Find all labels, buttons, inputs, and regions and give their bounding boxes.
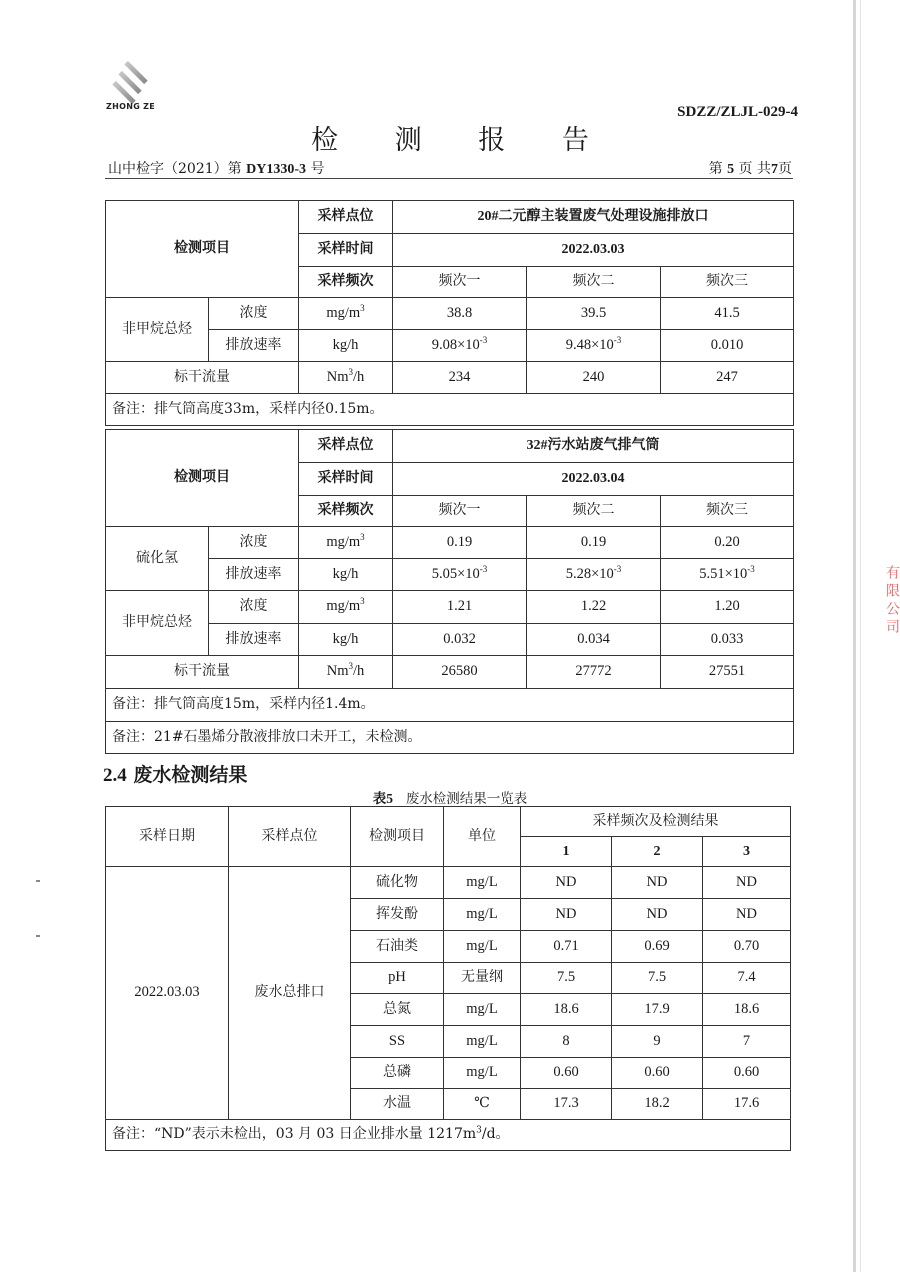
time-value: 2022.03.04: [393, 463, 794, 496]
value-cell: 0.19: [393, 527, 527, 559]
value-cell: 27551: [661, 656, 794, 689]
freq-header: 频次二: [527, 496, 661, 527]
param-label: 浓度: [209, 298, 299, 330]
value-cell: 234: [393, 362, 527, 394]
freq-header: 频次三: [661, 496, 794, 527]
table-note: 备注：排气筒高度15m，采样内径1.4m。: [106, 689, 794, 722]
value-cell: 17.3: [521, 1089, 612, 1120]
table-row: [106, 867, 791, 899]
unit: Nm$^3$/h: [299, 656, 393, 689]
exhaust-table-20: [105, 200, 794, 426]
header-freq: 3: [703, 837, 791, 867]
value-cell: $5.51\times 10^{-3}$: [661, 559, 794, 591]
value-cell: 1.20: [661, 591, 794, 624]
value-cell: 7.4: [703, 963, 791, 994]
value-cell: 0.60: [521, 1058, 612, 1089]
param-label: 浓度: [209, 591, 299, 624]
header-item: 检测项目: [351, 807, 444, 867]
value-cell: 0.60: [612, 1058, 703, 1089]
time-label: 采样时间: [299, 234, 393, 267]
value-cell: 17.9: [612, 994, 703, 1026]
unit-cell: mg/L: [444, 867, 521, 899]
flow-label: 标干流量: [106, 656, 299, 689]
item-cell: pH: [351, 963, 444, 994]
value-cell: ND: [703, 899, 791, 931]
point-label: 采样点位: [299, 430, 393, 463]
binding-line: [860, 0, 861, 1272]
header-point: 采样点位: [229, 807, 351, 867]
item-cell: 总磷: [351, 1058, 444, 1089]
table-caption: 表5 废水检测结果一览表: [372, 791, 528, 807]
header-freq: 2: [612, 837, 703, 867]
unit: $mg/m^3$: [299, 591, 393, 624]
value-cell: 0.033: [661, 624, 794, 656]
value-cell: 0.20: [661, 527, 794, 559]
value-cell: 247: [661, 362, 794, 394]
header-divider: [105, 178, 793, 179]
page-indicator: 第 5 页 共7页: [708, 161, 792, 177]
value-cell: 7.5: [521, 963, 612, 994]
group-label: 非甲烷总烃: [106, 591, 209, 656]
freq-label: 采样频次: [299, 496, 393, 527]
value-cell: 1.22: [527, 591, 661, 624]
header-freq: 1: [521, 837, 612, 867]
value-cell: 18.2: [612, 1089, 703, 1120]
page-title: 检 测 报 告: [311, 125, 613, 156]
unit-cell: 无量纲: [444, 963, 521, 994]
value-cell: 18.6: [703, 994, 791, 1026]
value-cell: ND: [521, 867, 612, 899]
value-cell: 41.5: [661, 298, 794, 330]
item-cell: 硫化物: [351, 867, 444, 899]
value-cell: 0.034: [527, 624, 661, 656]
group-label: 非甲烷总烃: [106, 298, 209, 362]
unit-cell: mg/L: [444, 899, 521, 931]
time-label: 采样时间: [299, 463, 393, 496]
freq-label: 采样频次: [299, 267, 393, 298]
value-cell: 7.5: [612, 963, 703, 994]
table-row: [106, 624, 794, 656]
value-cell: 0.010: [661, 330, 794, 362]
item-cell: 石油类: [351, 931, 444, 963]
freq-header: 频次三: [661, 267, 794, 298]
unit: kg/h: [299, 624, 393, 656]
group-label: 硫化氢: [106, 527, 209, 591]
freq-header: 频次一: [393, 267, 527, 298]
point-label: 采样点位: [299, 201, 393, 234]
table-note: 备注：21#石墨烯分散液排放口未开工，未检测。: [106, 722, 794, 754]
header-date: 采样日期: [106, 807, 229, 867]
param-label: 浓度: [209, 527, 299, 559]
table-row: [106, 656, 794, 689]
wastewater-table: [105, 806, 791, 1151]
point-value: 32#污水站废气排气筒: [393, 430, 794, 463]
item-header: 检测项目: [106, 201, 299, 298]
unit-cell: mg/L: [444, 931, 521, 963]
item-cell: 水温: [351, 1089, 444, 1120]
value-cell: 240: [527, 362, 661, 394]
sample-date: 2022.03.03: [106, 867, 229, 1120]
value-cell: 1.21: [393, 591, 527, 624]
item-header: 检测项目: [106, 430, 299, 527]
unit: kg/h: [299, 559, 393, 591]
value-cell: $5.05\times 10^{-3}$: [393, 559, 527, 591]
unit: $mg/m^3$: [299, 527, 393, 559]
reference-line: [108, 158, 792, 178]
value-cell: 0.19: [527, 527, 661, 559]
value-cell: $9.48\times 10^{-3}$: [527, 330, 661, 362]
value-cell: 9: [612, 1026, 703, 1058]
value-cell: ND: [612, 899, 703, 931]
freq-header: 频次二: [527, 267, 661, 298]
param-label: 排放速率: [209, 559, 299, 591]
flow-label: 标干流量: [106, 362, 299, 394]
header-unit: 单位: [444, 807, 521, 867]
point-value: 20#二元醇主装置废气处理设施排放口: [393, 201, 794, 234]
value-cell: ND: [521, 899, 612, 931]
logo-text: ZHONG ZE: [106, 102, 156, 111]
unit-cell: mg/L: [444, 1058, 521, 1089]
table-note: 备注：“ND”表示未检出，03 月 03 日企业排水量 $1217m^3/d$。: [106, 1120, 791, 1151]
value-cell: 0.71: [521, 931, 612, 963]
table-row: [106, 527, 794, 559]
table-row: [106, 591, 794, 624]
unit: kg/h: [299, 330, 393, 362]
value-cell: ND: [703, 867, 791, 899]
unit-cell: mg/L: [444, 1026, 521, 1058]
value-cell: $5.28\times 10^{-3}$: [527, 559, 661, 591]
value-cell: 7: [703, 1026, 791, 1058]
table-row: [106, 559, 794, 591]
param-label: 排放速率: [209, 624, 299, 656]
unit: Nm$^3$/h: [299, 362, 393, 394]
value-cell: 17.6: [703, 1089, 791, 1120]
margin-mark: [36, 935, 40, 937]
value-cell: 0.69: [612, 931, 703, 963]
unit-cell: mg/L: [444, 994, 521, 1026]
value-cell: 18.6: [521, 994, 612, 1026]
margin-mark: [36, 880, 40, 882]
value-cell: 8: [521, 1026, 612, 1058]
value-cell: 0.60: [703, 1058, 791, 1089]
partial-red-seal-icon: 有限公司: [884, 565, 900, 637]
freq-header: 频次一: [393, 496, 527, 527]
table-row: [106, 362, 794, 394]
sample-point: 废水总排口: [229, 867, 351, 1120]
value-cell: 0.70: [703, 931, 791, 963]
item-cell: SS: [351, 1026, 444, 1058]
document-code: SDZZ/ZLJL-029-4: [677, 104, 798, 120]
exhaust-table-32: [105, 429, 794, 754]
value-cell: 26580: [393, 656, 527, 689]
value-cell: 38.8: [393, 298, 527, 330]
value-cell: 0.032: [393, 624, 527, 656]
param-label: 排放速率: [209, 330, 299, 362]
item-cell: 挥发酚: [351, 899, 444, 931]
time-value: 2022.03.03: [393, 234, 794, 267]
report-number: 山中检字（2021）第 DY1330-3 号: [108, 161, 325, 177]
value-cell: $9.08\times 10^{-3}$: [393, 330, 527, 362]
unit: $mg/m^3$: [299, 298, 393, 330]
table-row: [106, 298, 794, 330]
unit-cell: ℃: [444, 1089, 521, 1120]
section-heading: 2.4 废水检测结果: [103, 764, 248, 786]
table-row: [106, 330, 794, 362]
value-cell: 39.5: [527, 298, 661, 330]
item-cell: 总氮: [351, 994, 444, 1026]
value-cell: 27772: [527, 656, 661, 689]
value-cell: ND: [612, 867, 703, 899]
binding-line: [853, 0, 856, 1272]
table-note: 备注：排气筒高度33m，采样内径0.15m。: [106, 394, 794, 426]
header-results: 采样频次及检测结果: [521, 807, 791, 837]
